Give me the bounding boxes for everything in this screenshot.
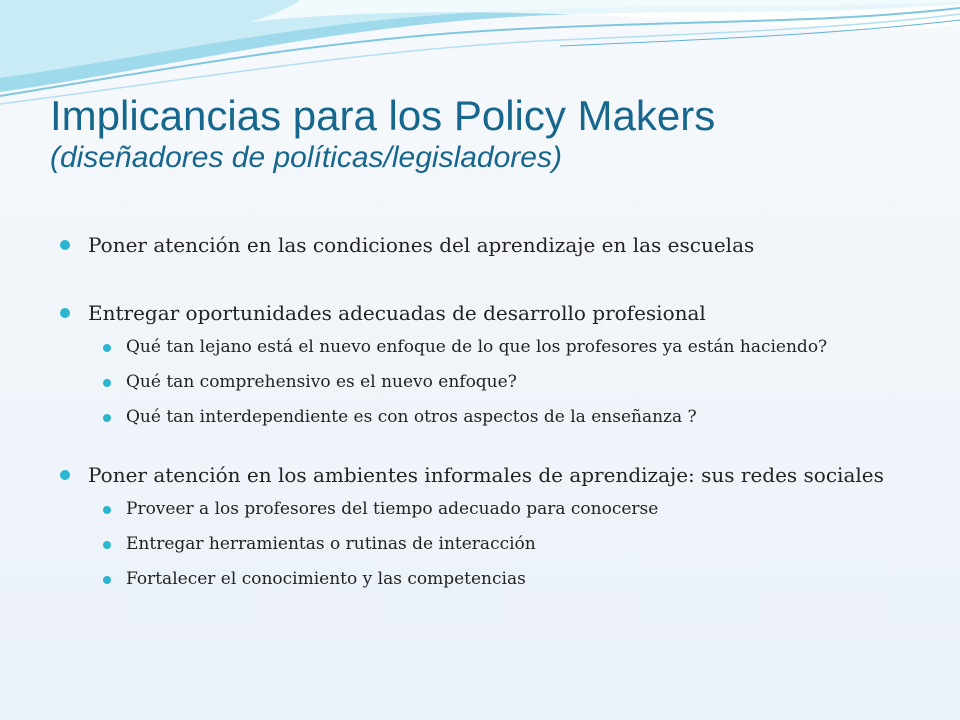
bullet-text: Poner atención en los ambientes informales de aprendizaje: sus redes sociales bbox=[88, 463, 884, 487]
title-main: Implicancias para los Policy Makers bbox=[50, 92, 716, 139]
sub-bullet-text: Fortalecer el conocimiento y las competencias bbox=[126, 569, 526, 589]
sub-bullet-dot-icon bbox=[103, 506, 111, 514]
bullet-list bbox=[50, 232, 930, 603]
sub-bullet-dot-icon bbox=[103, 344, 111, 352]
sub-bullet-dot-icon bbox=[103, 379, 111, 387]
sub-bullet-item bbox=[50, 406, 930, 428]
title-subtitle: (diseñadores de políticas/legisladores) bbox=[50, 141, 562, 174]
sub-bullet-text: Qué tan comprehensivo es el nuevo enfoque? bbox=[126, 372, 517, 392]
sub-bullet-text: Qué tan interdependiente es con otros aspectos de la enseñanza ? bbox=[126, 407, 697, 427]
sub-bullet-text: Proveer a los profesores del tiempo adecuado para conocerse bbox=[126, 499, 659, 519]
sub-bullet-item bbox=[50, 568, 930, 590]
bullet-item bbox=[50, 232, 930, 258]
bullet-dot-icon bbox=[60, 240, 70, 250]
sub-bullet-item bbox=[50, 498, 930, 520]
sub-bullet-item bbox=[50, 371, 930, 393]
sub-bullet-item bbox=[50, 533, 930, 555]
sub-bullet-item bbox=[50, 336, 930, 358]
bullet-text: Entregar oportunidades adecuadas de desarrollo profesional bbox=[88, 301, 706, 325]
sub-bullet-text: Entregar herramientas o rutinas de interacción bbox=[126, 534, 536, 554]
sub-bullet-dot-icon bbox=[103, 414, 111, 422]
bullet-text: Poner atención en las condiciones del aprendizaje en las escuelas bbox=[88, 233, 755, 257]
bullet-dot-icon bbox=[60, 308, 70, 318]
bullet-item bbox=[50, 300, 930, 326]
sub-bullet-dot-icon bbox=[103, 576, 111, 584]
slide-title bbox=[50, 92, 930, 176]
sub-bullet-dot-icon bbox=[103, 541, 111, 549]
sub-bullet-text: Qué tan lejano está el nuevo enfoque de lo que los profesores ya están haciendo? bbox=[126, 337, 828, 357]
bullet-dot-icon bbox=[60, 470, 70, 480]
bullet-item bbox=[50, 462, 930, 488]
